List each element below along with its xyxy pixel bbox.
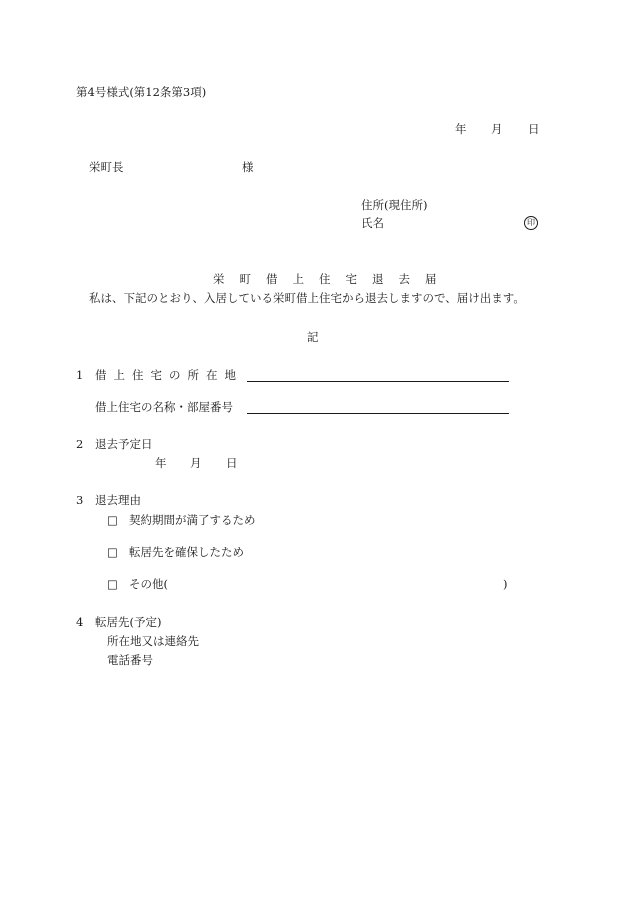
addressee-name: 栄町長 xyxy=(89,160,124,174)
name-room-label: 借上住宅の名称・部屋番号 xyxy=(95,400,233,414)
day-label: 日 xyxy=(226,456,238,470)
month-label: 月 xyxy=(491,122,503,136)
form-number: 第4号様式(第12条第3項) xyxy=(76,85,207,99)
address-label: 住所(現住所) xyxy=(361,198,428,212)
checkbox-other[interactable]: □ xyxy=(107,577,118,591)
new-address-label: 転居先(予定) xyxy=(95,615,162,629)
section-2-number: 2 xyxy=(76,437,84,451)
name-room-input-line[interactable] xyxy=(247,413,509,414)
document-title: 栄町借上住宅退去届 xyxy=(213,272,452,286)
section-4-number: 4 xyxy=(76,615,84,629)
name-label: 氏名 xyxy=(361,216,384,230)
day-label: 日 xyxy=(528,122,540,136)
move-out-date-label: 退去予定日 xyxy=(95,437,153,451)
other-close-paren: ) xyxy=(503,577,508,591)
section-1-number: 1 xyxy=(76,368,84,382)
addressee-honorific: 様 xyxy=(242,160,254,174)
month-label: 月 xyxy=(190,456,202,470)
option-contract-expiry: 契約期間が満了するため xyxy=(129,513,256,527)
checkbox-new-residence[interactable]: □ xyxy=(107,545,118,559)
location-input-line[interactable] xyxy=(247,381,509,382)
year-label: 年 xyxy=(455,122,467,136)
seal-mark: 印 xyxy=(524,216,538,230)
phone-label: 電話番号 xyxy=(107,653,153,667)
year-label: 年 xyxy=(155,456,167,470)
section-3-number: 3 xyxy=(76,493,84,507)
ki-marker: 記 xyxy=(307,330,319,344)
intro-text: 私は、下記のとおり、入居している栄町借上住宅から退去しますので、届け出ます。 xyxy=(89,291,525,305)
location-label: 借上住宅の所在地 xyxy=(95,368,243,382)
submission-date xyxy=(455,124,545,138)
checkbox-contract-expiry[interactable]: □ xyxy=(107,513,118,527)
contact-address-label: 所在地又は連絡先 xyxy=(107,634,199,648)
option-new-residence: 転居先を確保したため xyxy=(129,545,244,559)
option-other: その他( xyxy=(129,577,168,591)
move-out-date-field[interactable] xyxy=(155,458,245,472)
reason-label: 退去理由 xyxy=(95,493,141,507)
